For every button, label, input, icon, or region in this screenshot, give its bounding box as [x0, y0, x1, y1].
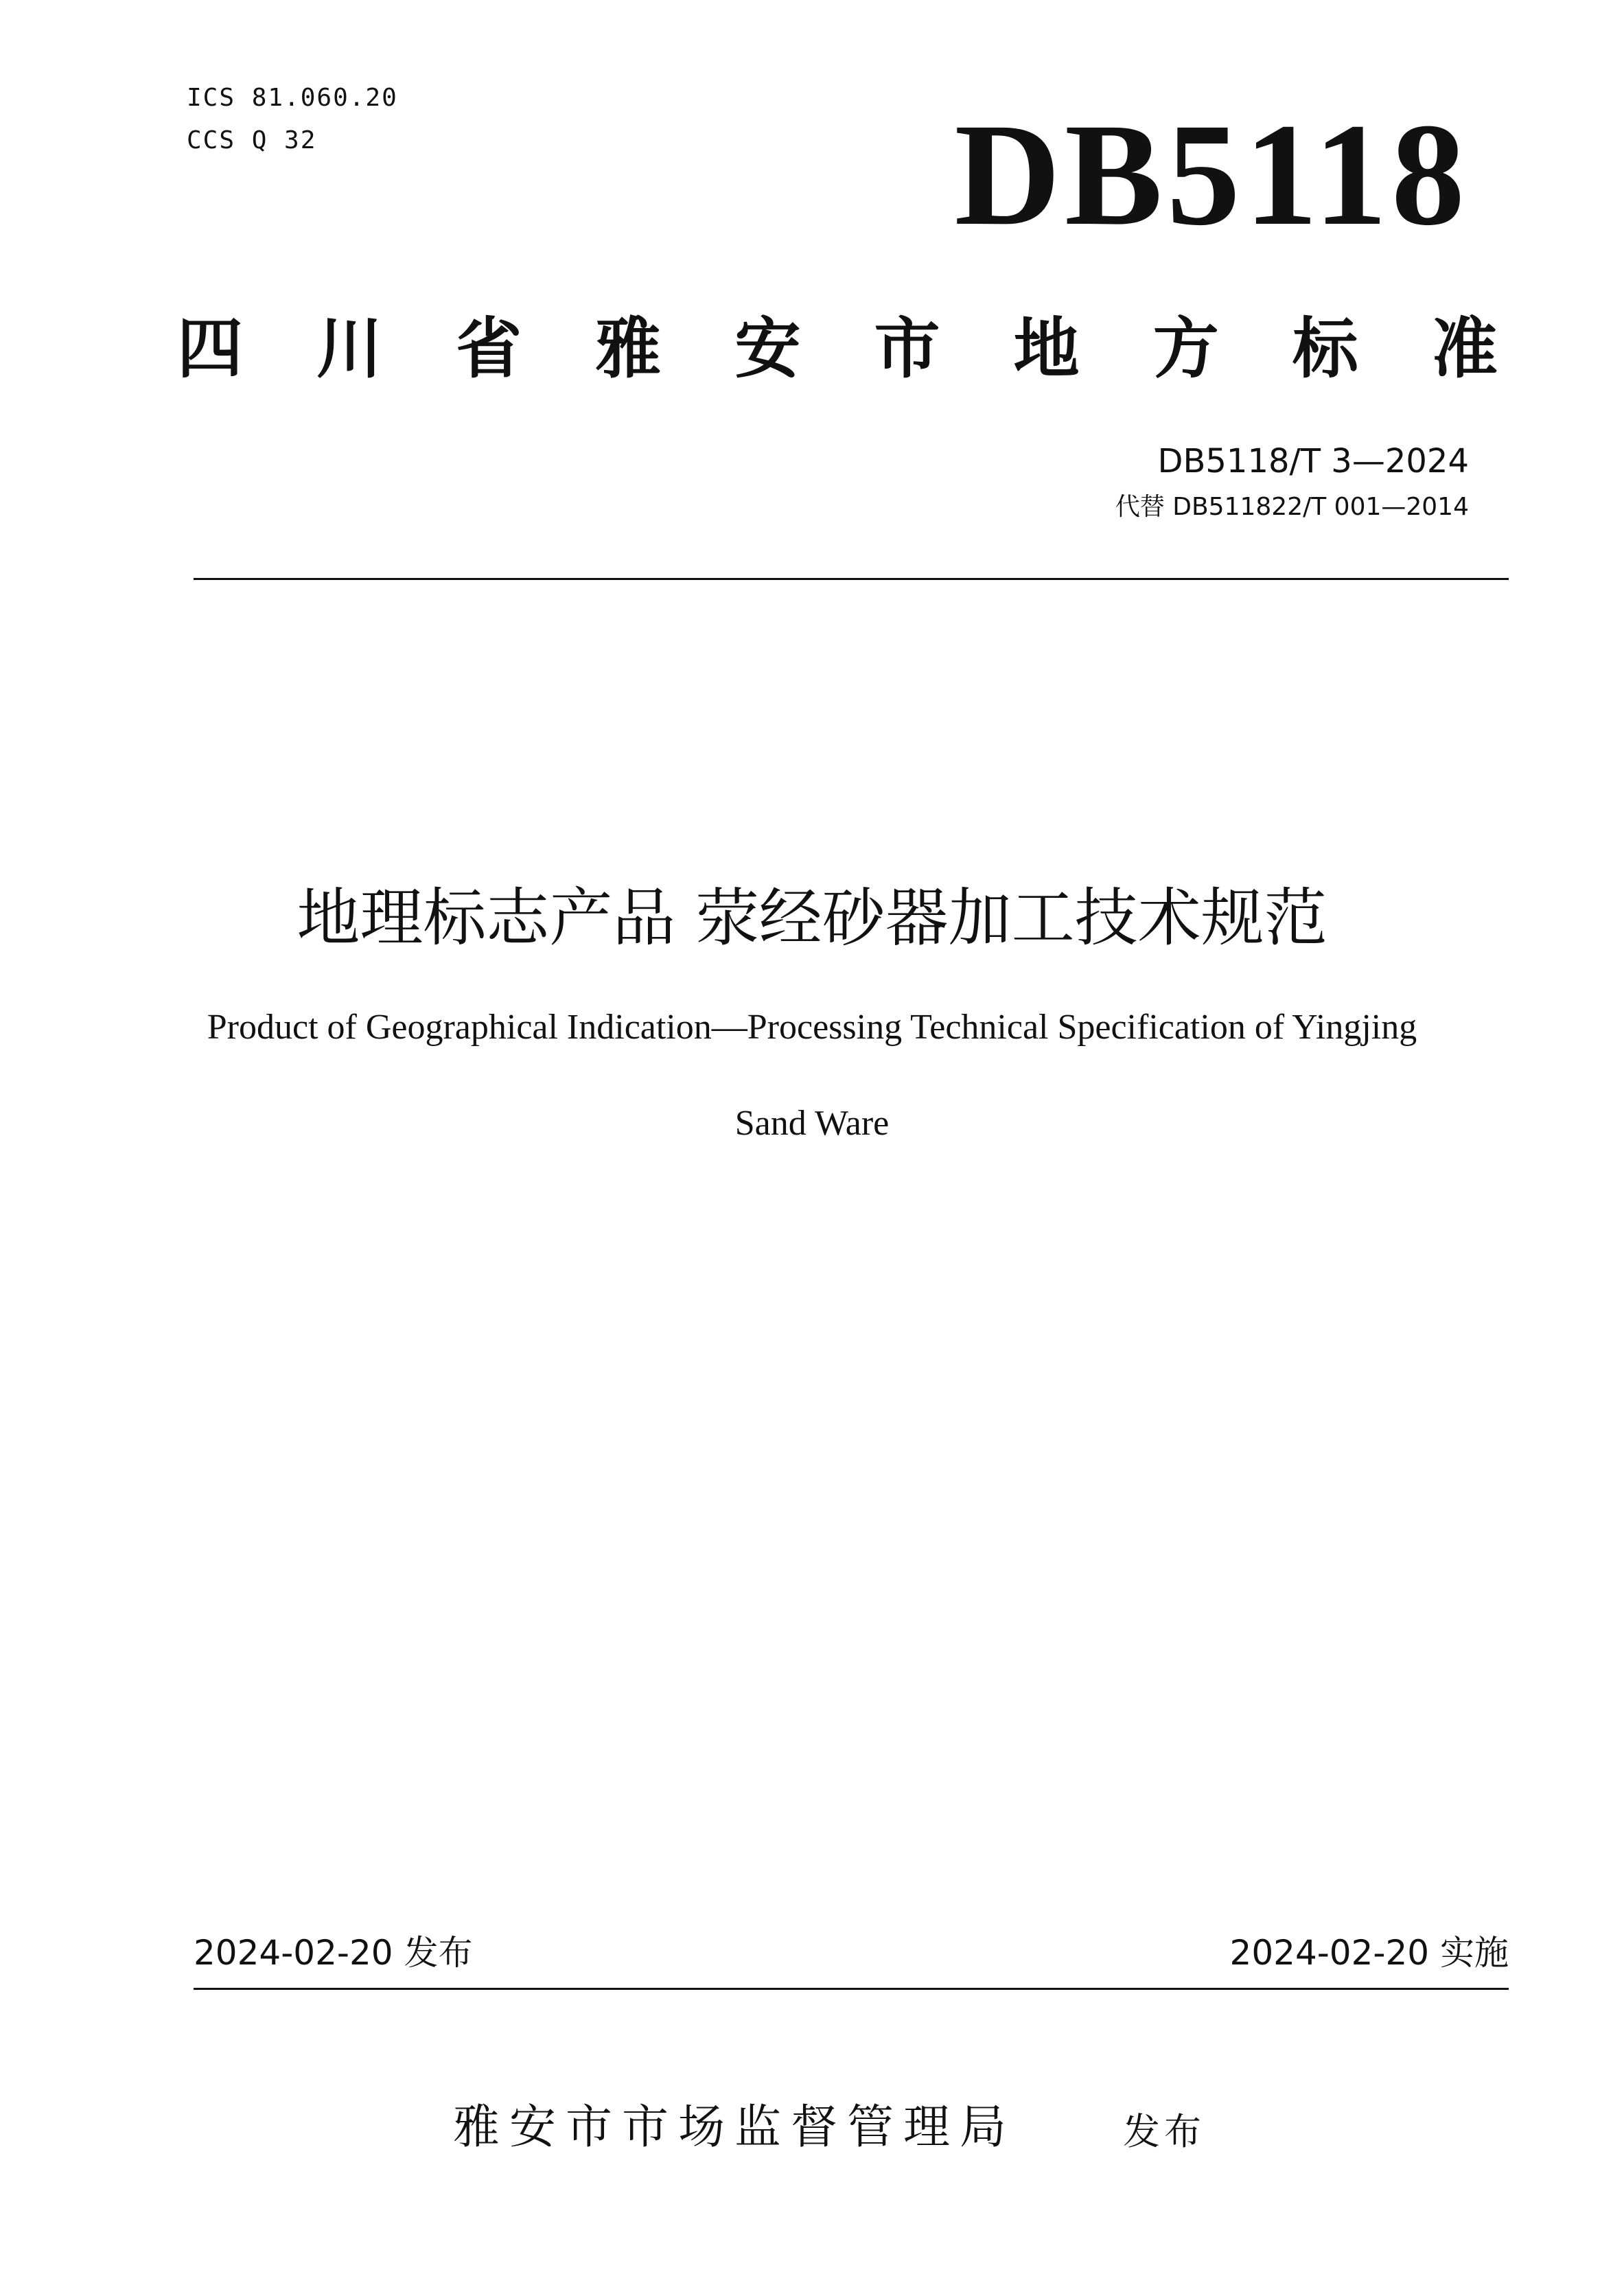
ics-code: ICS 81.060.20	[187, 84, 398, 112]
issue-date: 2024-02-20 发布	[194, 1933, 473, 1973]
standard-type-char: 雅	[595, 310, 662, 387]
title-english-line-2: Sand Ware	[734, 1104, 890, 1143]
standard-type-char: 地	[1013, 310, 1080, 387]
standard-type-char: 安	[734, 310, 801, 387]
title-english-line-1: Product of Geographical Indication—Processing Technical Specification of Yingjing	[207, 1008, 1417, 1047]
replaced-standard: 代替 DB511822/T 001—2014	[1115, 493, 1469, 521]
standard-type-char: 标	[1292, 310, 1358, 387]
implementation-date: 2024-02-20 实施	[1229, 1933, 1509, 1973]
standard-code-logo: DB5118	[954, 93, 1469, 256]
publisher-name: 雅安市市场监督管理局	[453, 2100, 1017, 2155]
top-divider	[194, 578, 1509, 580]
standard-type-heading	[177, 308, 1498, 390]
standard-number: DB5118/T 3—2024	[1157, 442, 1469, 480]
publish-label: 发布	[1123, 2110, 1205, 2153]
standard-type-char: 准	[1431, 310, 1498, 387]
standard-type-char: 四	[177, 310, 243, 387]
bottom-divider	[194, 1988, 1509, 1990]
standard-type-char: 省	[456, 310, 522, 387]
ccs-code: CCS Q 32	[187, 126, 317, 154]
standard-type-char: 方	[1152, 310, 1219, 387]
standard-type-char: 市	[874, 310, 940, 387]
title-chinese: 地理标志产品 荥经砂器加工技术规范	[297, 881, 1327, 955]
standard-type-char: 川	[316, 310, 383, 387]
